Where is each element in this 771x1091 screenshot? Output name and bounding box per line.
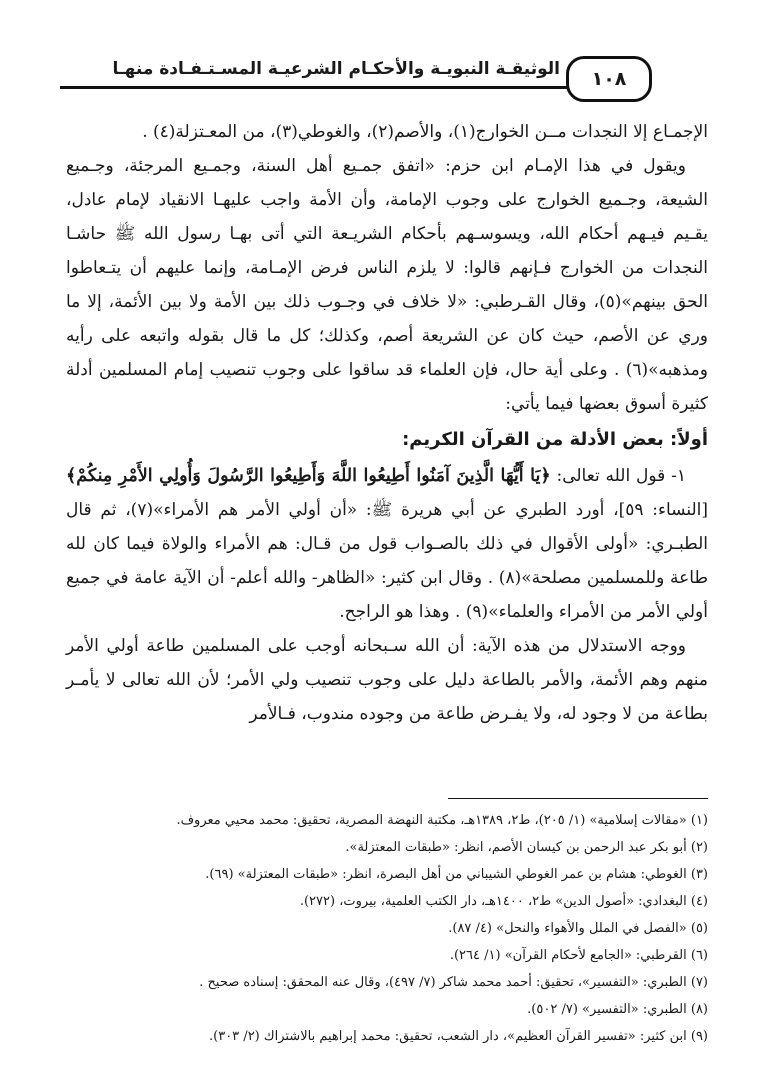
footnote-8: (٨) الطبري: «التفسير» (٧/ ٥٠٢).	[527, 1002, 708, 1017]
paragraph-verse	[66, 459, 708, 629]
footnote-4: (٤) البغدادي: «أصول الدين» ط٢، ١٤٠٠هـ، دار الكتب العلمية، بيروت، (٢٧٢).	[299, 894, 708, 909]
footnote-divider	[448, 798, 708, 799]
body-text	[66, 115, 708, 731]
quran-verse: ﴿يَا أَيُّهَا الَّذِينَ آمَنُوا أَطِيعُوا اللَّهَ وَأَطِيعُوا الرَّسُولَ وَأُولِي الأَمْرِ مِنكُمْ﴾	[66, 466, 551, 486]
footnotes	[66, 807, 708, 1050]
section-heading-quran-evidence: أولاً: بعض الأدلة من القرآن الكريم:	[402, 429, 708, 450]
running-title: الوثيقـة النبويـة والأحكـام الشرعيـة المسـتـفـادة منهـا	[112, 59, 560, 79]
paragraph-ijma: الإجمـاع إلا النجدات مــن الخوارج(١)، والأصم(٢)، والغوطي(٣)، من المعـتزلة(٤) .	[142, 122, 708, 142]
footnote-5: (٥) «الفصل في الملل والأهواء والنحل» (٤/ ٨٧).	[448, 921, 708, 936]
footnote-7: (٧) الطبري: «التفسير»، تحقيق: أحمد محمد شاكر (٧/ ٤٩٧)، وقال عنه المحقق: إسناده صحيح .	[199, 975, 708, 990]
footnote-9: (٩) ابن كثير: «تفسير القرآن العظيم»، دار الشعب، تحقيق: محمد إبراهيم بالاشتراك (٢/ ٣٠٣).	[209, 1029, 708, 1044]
paragraph-ibn-hazm: ويقول في هذا الإمـام ابن حزم: «اتفق جمـيع أهل السنة، وجمـيع المرجئة، وجـميع الشيعة، وجـميع الخوارج على وجوب الإمامة، وأن الأمة واجب عليهـا الانقياد لإمام عادل، يقـيم فيـهم أحكام الله، ويسوسـهم بأحكام الشريـعة التي أتى بهـا رسول الله ﷺ حاشـا النجدات من الخوارج فـإنهم قالوا: لا يلزم الناس فرض الإمـامة، وإنما عليهم أن يتـعاطوا الحق بينهم»(٥)، وقال القـرطبي: «لا خلاف في وجـوب ذلك بين الأمة ولا بين الأئمة، إلا ما وري عن الأصم، حيث كان عن الشريعة أصم، وكذلك؛ كل ما قال بقوله واتبعه على رأيه ومذهبه»(٦) . وعلى أية حال، فإن العلماء قد ساقوا على وجوب تنصيب إمام المسلمين أدلة كثيرة أسوق بعضها فيما يأتي:	[66, 156, 708, 414]
paragraph-inference: ووجه الاستدلال من هذه الآية: أن الله سـبحانه أوجب على المسلمين طاعة أولي الأمر منهم وهم الأئمة، والأمر بالطاعة دليل على وجوب تنصيب ولي الأمر؛ لأن الله تعالى لا يأمـر بطاعة من لا وجود له، ولا يفـرض طاعة من وجوده مندوب، فـالأمر	[66, 636, 708, 724]
footnote-3: (٣) الغوطي: هشام بن عمر الغوطي الشيباني من أهل البصرة، انظر: «طبقات المعتزلة» (٦٩).	[205, 867, 708, 882]
page-number: ١٠٨	[566, 56, 652, 102]
verse-intro: ١- قول الله تعالى:	[556, 466, 687, 486]
verse-commentary: [النساء: ٥٩]، أورد الطبري عن أبي هريرة ﷺ: «أن أولي الأمر هم الأمراء»(٧)، ثم قال الطبـري: «أولى الأقوال في ذلك بالصـواب قول من قـال: هم الأمراء والولاة فيما كان لله طاعة وللمسلمين مصلحة»(٨) . وقال ابن كثير: «الظاهر- والله أعلم- أن الآية عامة في جميع أولي الأمر من الأمراء والعلماء»(٩) . وهذا هو الراجح.	[66, 500, 708, 622]
footnote-1: (١) «مقالات إسلامية» (١/ ٢٠٥)، ط٢، ١٣٨٩هـ، مكتبة النهضة المصرية، تحقيق: محمد محيي معروف.	[176, 813, 708, 828]
footnote-6: (٦) القرطبي: «الجامع لأحكام القرآن» (١/ ٢٦٤).	[449, 948, 708, 963]
header-rule	[60, 86, 568, 89]
footnote-2: (٢) أبو بكر عبد الرحمن بن كيسان الأصم، انظر: «طبقات المعتزلة».	[345, 840, 708, 855]
